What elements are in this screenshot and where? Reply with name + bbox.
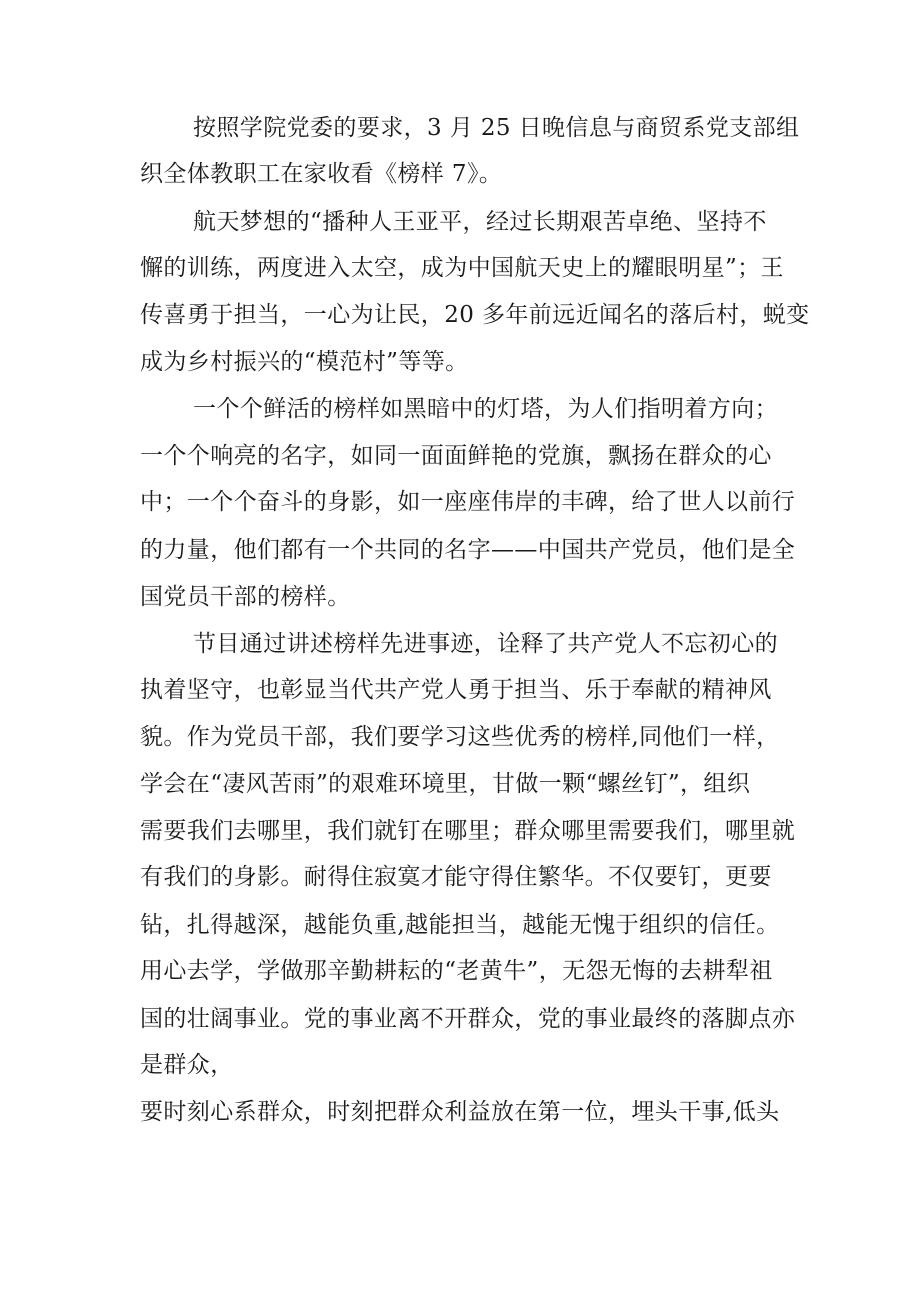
- text-line: 有我们的身影。耐得住寂寞才能守得住繁华。不仅要钉，更要: [140, 864, 772, 890]
- text-line: 懈的训练，两度进入太空，成为中国航天史上的耀眼明星”；王: [140, 255, 784, 281]
- text-line: 中；一个个奋斗的身影，如一座座伟岸的丰碑，给了世人以前行: [140, 489, 796, 515]
- text-line: 用心去学，学做那辛勤耕耘的“老黄牛”，无怨无悔的去耕犁祖: [140, 958, 773, 984]
- text-line: 钻，扎得越深，越能负重,越能担当，越能无愧于组织的信任。: [140, 912, 780, 938]
- text-line: 需要我们去哪里，我们就钉在哪里；群众哪里需要我们，哪里就: [140, 818, 796, 844]
- text-line: 执着坚守，也彰显当代共产党人勇于担当、乐于奉献的精神风: [140, 677, 772, 703]
- text-line: 节目通过讲述榜样先进事迹，诠释了共产党人不忘初心的: [193, 631, 778, 657]
- text-line: 国党员干部的榜样。: [140, 584, 351, 610]
- text-line: 是群众，: [140, 1052, 234, 1078]
- text-line: 按照学院党委的要求，3 月 25 日晚信息与商贸系党支部组: [193, 115, 800, 141]
- text-line: 织全体教职工在家收看《榜样 7》。: [140, 161, 503, 187]
- text-line: 传喜勇于担当，一心为让民，20 多年前远近闻名的落后村，蜕变: [140, 302, 810, 328]
- text-line: 航天梦想的“播种人王亚平，经过长期艰苦卓绝、坚持不: [193, 209, 767, 235]
- text-line: 的力量，他们都有一个共同的名字——中国共产党员，他们是全: [140, 537, 796, 563]
- text-line: 貌。作为党员干部，我们要学习这些优秀的榜样,同他们一样，: [140, 724, 780, 750]
- text-line: 一个个响亮的名字，如同一面面鲜艳的党旗，飘扬在群众的心: [140, 443, 772, 469]
- text-line: 一个个鲜活的榜样如黑暗中的灯塔，为人们指明着方向；: [193, 396, 778, 422]
- text-line: 成为乡村振兴的“模范村”等等。: [140, 349, 469, 375]
- text-line: 要时刻心系群众，时刻把群众利益放在第一位，埋头干事,低头: [140, 1099, 780, 1125]
- text-line: 国的壮阔事业。党的事业离不开群众，党的事业最终的落脚点亦: [140, 1006, 796, 1032]
- text-line: 学会在“凄风苦雨”的艰难环境里，甘做一颗“螺丝钉”，组织: [140, 771, 751, 797]
